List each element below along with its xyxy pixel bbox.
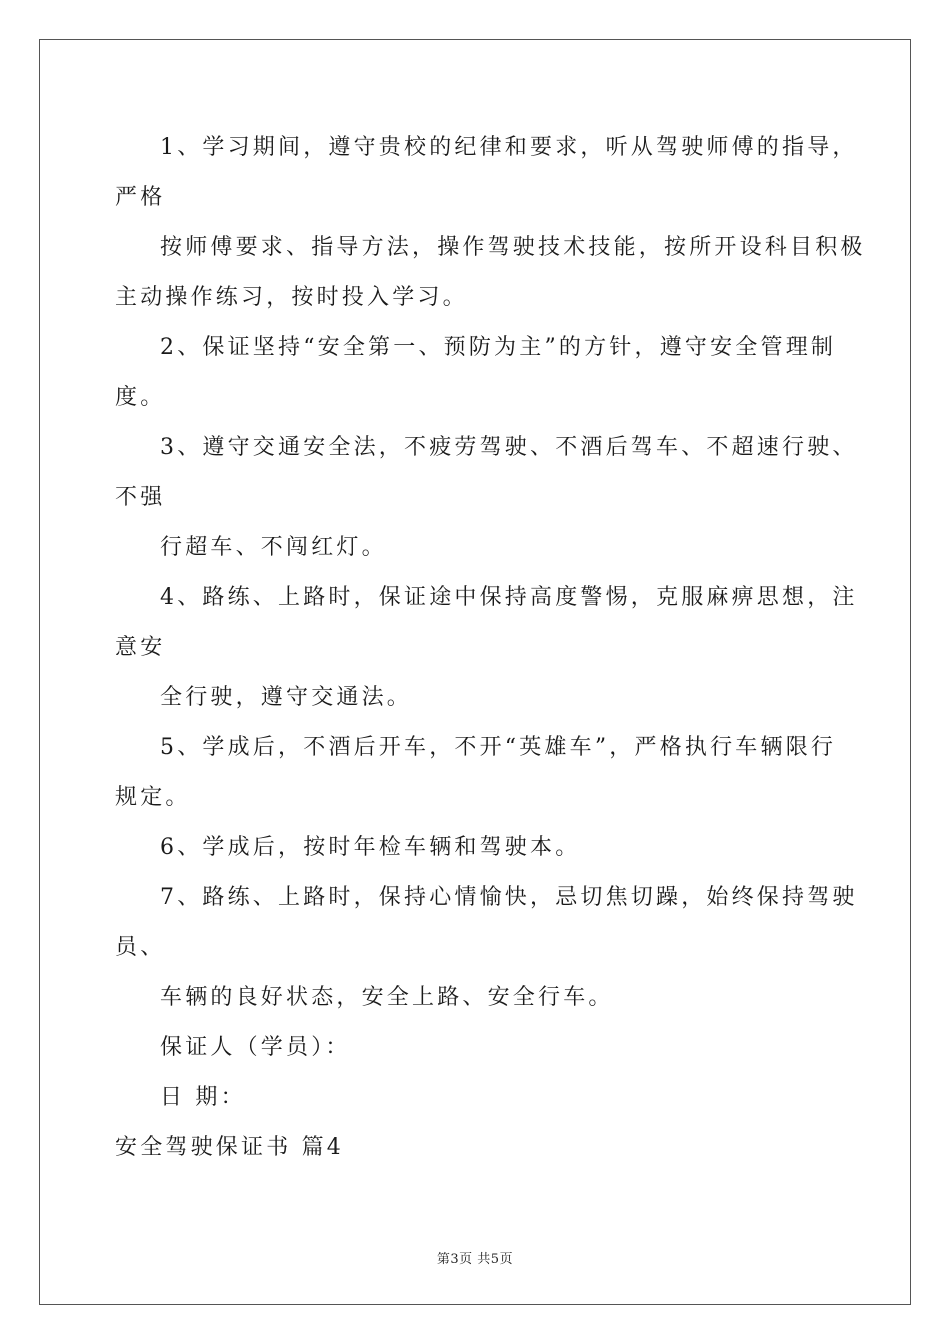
paragraph-line: 2、保证坚持“安全第一、预防为主”的方针，遵守安全管理制 <box>160 335 837 360</box>
paragraph-line: 按师傅要求、指导方法，操作驾驶技术技能，按所开设科目积极 <box>160 235 866 260</box>
paragraph-line: 5、学成后，不酒后开车，不开“英雄车”，严格执行车辆限行 <box>160 735 837 760</box>
page-footer: 第3页 共5页 <box>436 1252 514 1267</box>
date-label: 日 期： <box>160 1085 246 1110</box>
paragraph-line: 7、路练、上路时，保持心情愉快，忌切焦切躁，始终保持驾驶 <box>160 885 858 910</box>
paragraph-line: 主动操作练习，按时投入学习。 <box>115 285 468 310</box>
paragraph-line: 全行驶，遵守交通法。 <box>160 685 413 710</box>
paragraph-line: 严格 <box>115 185 166 210</box>
section-heading: 安全驾驶保证书 篇4 <box>115 1135 344 1160</box>
paragraph-line: 意安 <box>115 635 166 660</box>
paragraph-line: 员、 <box>115 935 166 960</box>
page-frame <box>39 39 911 1305</box>
paragraph-line: 规定。 <box>115 785 191 810</box>
paragraph-line: 车辆的良好状态，安全上路、安全行车。 <box>160 985 614 1010</box>
paragraph-line: 不强 <box>115 485 166 510</box>
paragraph-line: 3、遵守交通安全法，不疲劳驾驶、不酒后驾车、不超速行驶、 <box>160 435 858 460</box>
guarantor-label: 保证人（学员）： <box>160 1035 351 1060</box>
paragraph-line: 4、路练、上路时，保证途中保持高度警惕，克服麻痹思想，注 <box>160 585 858 610</box>
paragraph-line: 1、学习期间，遵守贵校的纪律和要求，听从驾驶师傅的指导， <box>160 135 858 160</box>
paragraph-line: 度。 <box>115 385 166 410</box>
paragraph-line: 6、学成后，按时年检车辆和驾驶本。 <box>160 835 581 860</box>
paragraph-line: 行超车、不闯红灯。 <box>160 535 387 560</box>
